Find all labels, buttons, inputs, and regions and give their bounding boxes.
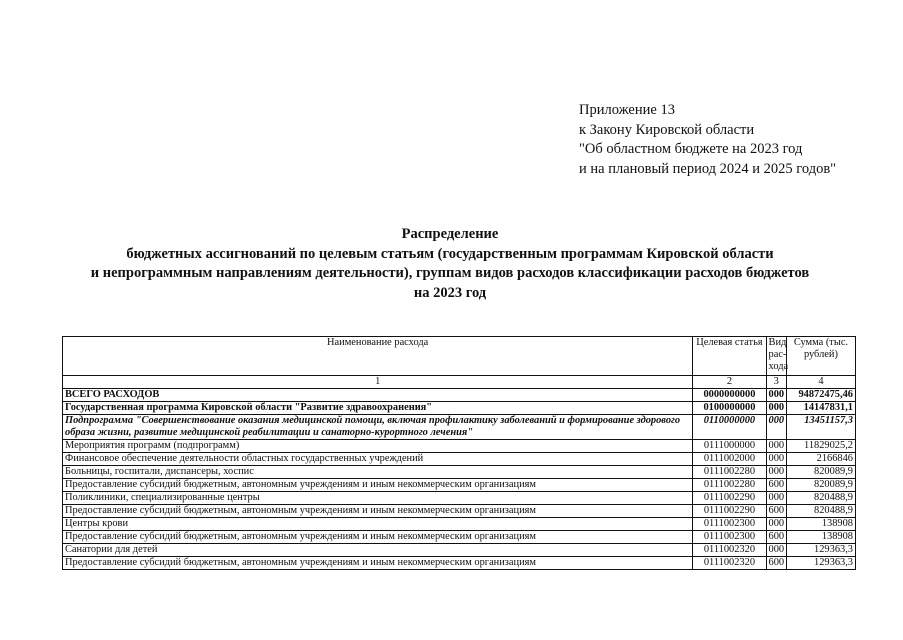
row-name-cell: Предоставление субсидий бюджетным, автономным учреждениям и иным некоммерческим организациям bbox=[63, 531, 693, 544]
column-number: 4 bbox=[786, 376, 855, 389]
row-name-cell: Предоставление субсидий бюджетным, автономным учреждениям и иным некоммерческим организациям bbox=[63, 479, 693, 492]
table-row bbox=[63, 544, 856, 557]
amount-cell: 11829025,2 bbox=[786, 440, 855, 453]
expense-kind-cell: 000 bbox=[766, 492, 786, 505]
expense-kind-cell: 000 bbox=[766, 402, 786, 415]
expense-kind-cell: 600 bbox=[766, 505, 786, 518]
target-code-cell: 0100000000 bbox=[693, 402, 766, 415]
table-row bbox=[63, 453, 856, 466]
table-header-row bbox=[63, 337, 856, 376]
amount-cell: 138908 bbox=[786, 518, 855, 531]
table-row bbox=[63, 531, 856, 544]
row-name-cell: Мероприятия программ (подпрограмм) bbox=[63, 440, 693, 453]
header-sum: Сумма (тыс. рублей) bbox=[786, 337, 855, 376]
table-row bbox=[63, 415, 856, 440]
row-name-cell: Финансовое обеспечение деятельности областных государственных учреждений bbox=[63, 453, 693, 466]
amount-cell: 13451157,3 bbox=[786, 415, 855, 440]
expense-kind-cell: 000 bbox=[766, 389, 786, 402]
row-name-cell: Предоставление субсидий бюджетным, автономным учреждениям и иным некоммерческим организациям bbox=[63, 505, 693, 518]
amount-cell: 820089,9 bbox=[786, 466, 855, 479]
document-title bbox=[40, 225, 860, 303]
table-row bbox=[63, 492, 856, 505]
amount-cell: 94872475,46 bbox=[786, 389, 855, 402]
title-line: Распределение bbox=[401, 226, 499, 242]
target-code-cell: 0111002280 bbox=[693, 479, 766, 492]
annex-block bbox=[579, 101, 836, 179]
row-name-cell: Центры крови bbox=[63, 518, 693, 531]
target-code-cell: 0111002300 bbox=[693, 518, 766, 531]
row-name-cell: Подпрограмма "Совершенствование оказания медицинской помощи, включая профилактику заболеваний и формирование здорового образа жизни, развитие медицинской реабилитации и санаторно-курортного лечения" bbox=[63, 415, 693, 440]
expense-kind-cell: 000 bbox=[766, 453, 786, 466]
amount-cell: 129363,3 bbox=[786, 557, 855, 570]
amount-cell: 820488,9 bbox=[786, 492, 855, 505]
amount-cell: 129363,3 bbox=[786, 544, 855, 557]
expense-kind-cell: 000 bbox=[766, 440, 786, 453]
expense-kind-cell: 000 bbox=[766, 466, 786, 479]
target-code-cell: 0111002290 bbox=[693, 492, 766, 505]
target-code-cell: 0000000000 bbox=[693, 389, 766, 402]
header-target: Целевая статья bbox=[693, 337, 766, 376]
annex-line: Приложение 13 bbox=[579, 102, 675, 118]
table-row bbox=[63, 389, 856, 402]
expense-kind-cell: 000 bbox=[766, 544, 786, 557]
expense-kind-cell: 600 bbox=[766, 479, 786, 492]
expense-kind-cell: 600 bbox=[766, 531, 786, 544]
column-number: 3 bbox=[766, 376, 786, 389]
target-code-cell: 0111002300 bbox=[693, 531, 766, 544]
table-row bbox=[63, 466, 856, 479]
table-row bbox=[63, 518, 856, 531]
table-row bbox=[63, 440, 856, 453]
annex-line: "Об областном бюджете на 2023 год bbox=[579, 141, 803, 157]
amount-cell: 138908 bbox=[786, 531, 855, 544]
header-name: Наименование расхода bbox=[63, 337, 693, 376]
header-kind: Вид рас-хода bbox=[766, 337, 786, 376]
table-row bbox=[63, 402, 856, 415]
expense-kind-cell: 600 bbox=[766, 557, 786, 570]
target-code-cell: 0111002290 bbox=[693, 505, 766, 518]
title-line: на 2023 год bbox=[413, 284, 487, 301]
row-name-cell: Государственная программа Кировской области "Развитие здравоохранения" bbox=[63, 402, 693, 415]
target-code-cell: 0111000000 bbox=[693, 440, 766, 453]
target-code-cell: 0111002320 bbox=[693, 557, 766, 570]
annex-line: к Закону Кировской области bbox=[579, 121, 755, 138]
row-name-cell: Больницы, госпитали, диспансеры, хоспис bbox=[63, 466, 693, 479]
amount-cell: 820089,9 bbox=[786, 479, 855, 492]
amount-cell: 14147831,1 bbox=[786, 402, 855, 415]
expense-kind-cell: 000 bbox=[766, 415, 786, 440]
amount-cell: 2166846 bbox=[786, 453, 855, 466]
annex-line: и на плановый период 2024 и 2025 годов" bbox=[579, 160, 837, 177]
row-name-cell: Санатории для детей bbox=[63, 544, 693, 557]
amount-cell: 820488,9 bbox=[786, 505, 855, 518]
table-body bbox=[63, 389, 856, 570]
target-code-cell: 0111002320 bbox=[693, 544, 766, 557]
column-number-row bbox=[63, 376, 856, 389]
title-line: и непрограммным направлениям деятельности), группам видов расходов классификации расходов бюджетов bbox=[90, 265, 810, 281]
target-code-cell: 0111002280 bbox=[693, 466, 766, 479]
column-number: 1 bbox=[63, 376, 693, 389]
table-row bbox=[63, 557, 856, 570]
table-row bbox=[63, 479, 856, 492]
target-code-cell: 0110000000 bbox=[693, 415, 766, 440]
column-number: 2 bbox=[693, 376, 766, 389]
expense-kind-cell: 000 bbox=[766, 518, 786, 531]
table-row bbox=[63, 505, 856, 518]
budget-table bbox=[62, 336, 856, 570]
title-line: бюджетных ассигнований по целевым статьям (государственным программам Кировской области bbox=[126, 245, 774, 262]
target-code-cell: 0111002000 bbox=[693, 453, 766, 466]
row-name-cell: Предоставление субсидий бюджетным, автономным учреждениям и иным некоммерческим организациям bbox=[63, 557, 693, 570]
row-name-cell: Поликлиники, специализированные центры bbox=[63, 492, 693, 505]
row-name-cell: ВСЕГО РАСХОДОВ bbox=[63, 389, 693, 402]
